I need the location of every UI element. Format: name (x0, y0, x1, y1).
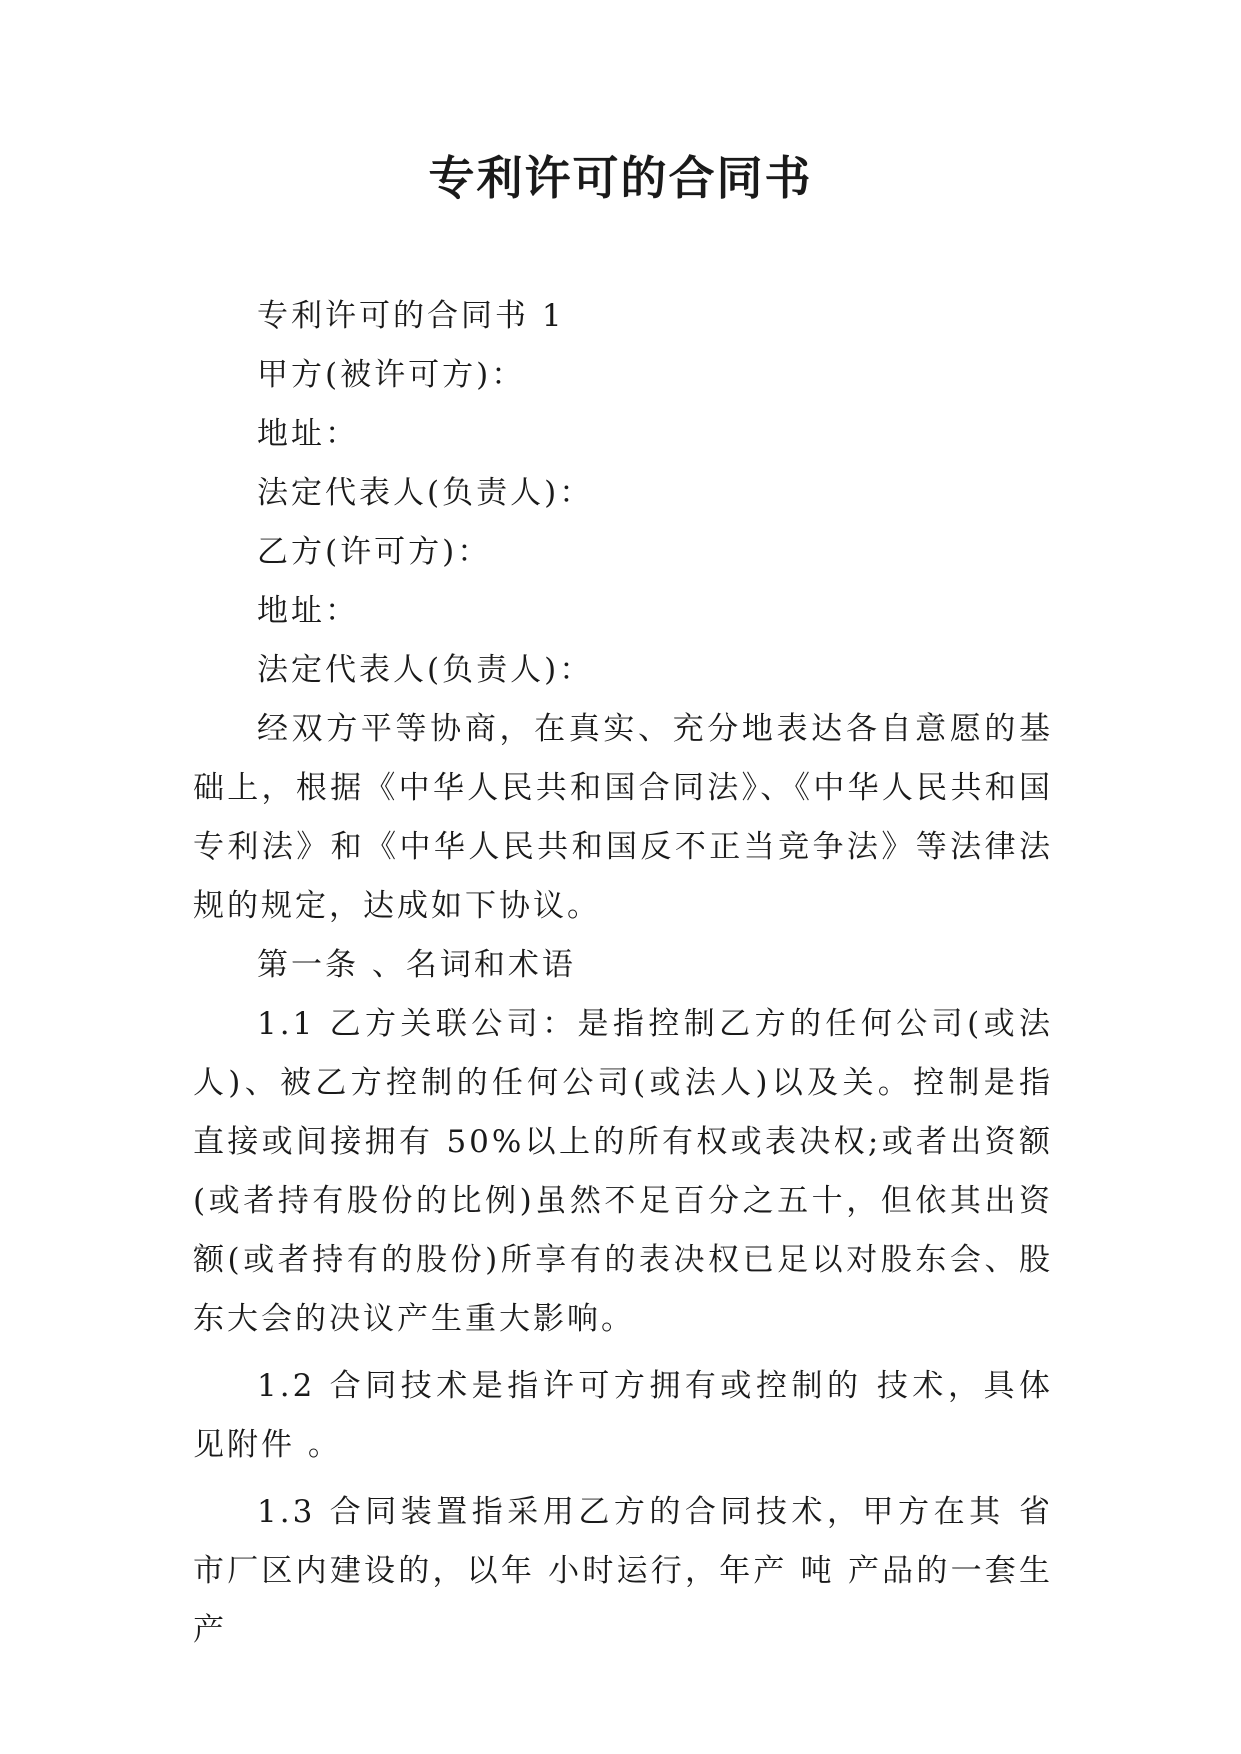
party-a-representative: 法定代表人(负责人)： (257, 475, 594, 511)
party-a-address: 地址： (257, 416, 359, 452)
party-b-label: 乙方(许可方)： (257, 534, 492, 570)
party-b-address: 地址： (257, 593, 359, 629)
doc-subtitle: 专利许可的合同书 1 (257, 298, 565, 334)
article-1-heading: 第一条 、名词和术语 (257, 947, 576, 983)
clause-1-1: 1.1 乙方关联公司：是指控制乙方的任何公司(或法人)、被乙方控制的任何公司(或法人)以及关。控制是指直接或间接拥有 50%以上的所有权或表决权;或者出资额(或者持有股份的比例)虽然不足百分之五十，但依其出资额(或者持有的股份)所享有的表决权已足以对股东会、股东大会的决议产生重大影响。 (193, 1006, 1053, 1337)
party-b-representative: 法定代表人(负责人)： (257, 652, 594, 688)
preamble-paragraph: 经双方平等协商，在真实、充分地表达各自意愿的基础上，根据《中华人民共和国合同法》、《中华人民共和国专利法》和《中华人民共和国反不正当竞争法》等法律法规的规定，达成如下协议。 (193, 711, 1053, 924)
party-a-label: 甲方(被许可方)： (257, 357, 526, 393)
clause-1-2: 1.2 合同技术是指许可方拥有或控制的 技术，具体见附件 。 (193, 1368, 1053, 1463)
document-body (193, 287, 1053, 1660)
document-title: 专利许可的合同书 (428, 151, 813, 205)
clause-1-3: 1.3 合同装置指采用乙方的合同技术，甲方在其 省 市厂区内建设的，以年 小时运行，年产 吨 产品的一套生产 (193, 1494, 1053, 1648)
